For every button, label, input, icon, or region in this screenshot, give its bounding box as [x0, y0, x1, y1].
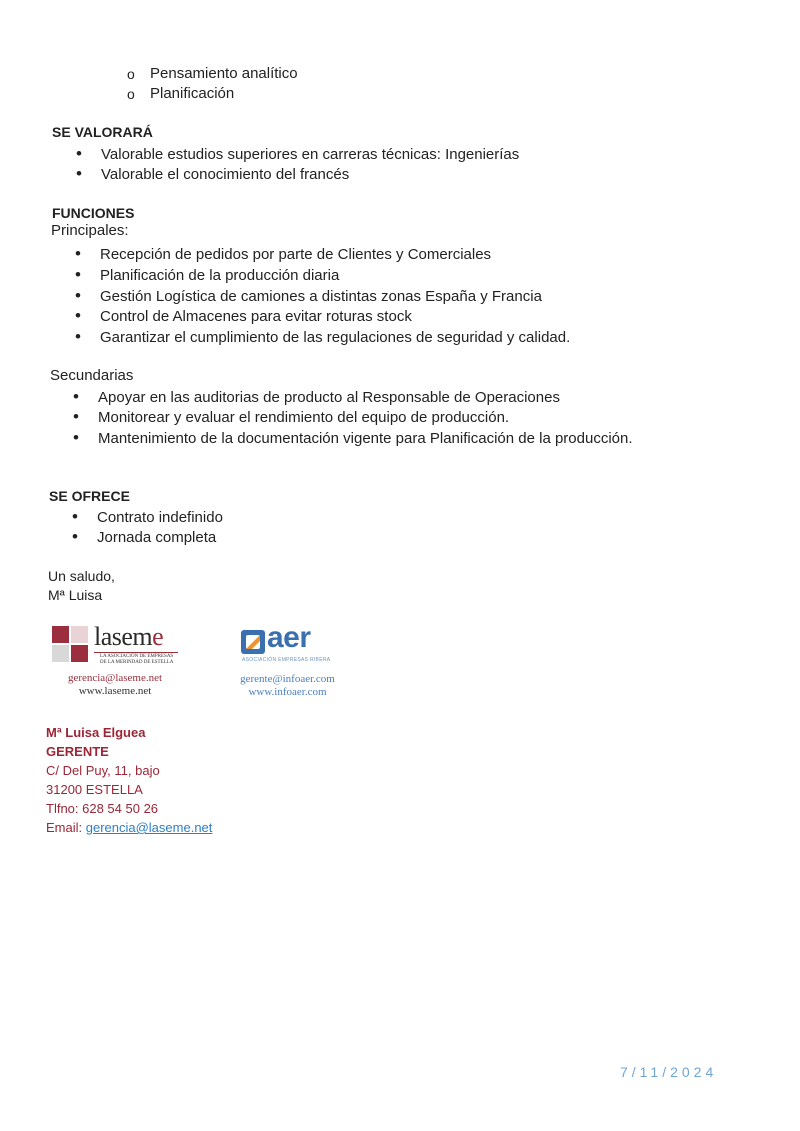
laseme-mark-icon — [52, 626, 88, 662]
aer-wordmark: aer — [267, 621, 311, 654]
aer-tagline: ASOCIACIÓN EMPRESAS RIBERA — [242, 657, 331, 663]
date-stamp: 7/11/2024 — [620, 1064, 718, 1080]
closing — [48, 567, 115, 605]
list-item: • Contrato indefinido — [97, 508, 223, 528]
greeting: Un saludo, — [48, 568, 115, 584]
aer-mark-icon — [241, 630, 265, 654]
closing-name: Mª Luisa — [48, 587, 103, 603]
list-item: • Garantizar el cumplimiento de las regulaciones de seguridad y calidad. — [100, 328, 570, 348]
laseme-tagline: LA ASOCIACIÓN DE EMPRESAS DE LA MERINDAD DE ESTELLA — [100, 654, 174, 665]
list-item: • Valorable el conocimiento del francés — [101, 165, 349, 185]
list-item: • Mantenimiento de la documentación vigente para Planificación de la producción. — [98, 429, 633, 449]
skill-item: o Pensamiento analítico — [150, 64, 298, 84]
section-heading-ofrece: SE OFRECE — [49, 488, 130, 504]
list-item: • Control de Almacenes para evitar roturas stock — [100, 307, 412, 327]
list-item: • Valorable estudios superiores en carreras técnicas: Ingenierías — [101, 145, 519, 165]
section-heading-funciones: FUNCIONES — [52, 205, 135, 221]
aer-email[interactable]: gerente@infoaer.com — [240, 673, 335, 685]
signature-address: C/ Del Puy, 11, bajo — [46, 763, 160, 778]
laseme-divider — [94, 652, 178, 653]
signature-email-label: Email: — [46, 820, 86, 835]
list-item: • Recepción de pedidos por parte de Clientes y Comerciales — [100, 245, 491, 265]
section-heading-valorara: SE VALORARÁ — [52, 124, 153, 140]
signature-name: Mª Luisa Elguea — [46, 725, 146, 740]
skill-item: o Planificación — [150, 84, 234, 104]
laseme-wordmark: laseme — [94, 622, 164, 651]
signature-role: GERENTE — [46, 744, 109, 759]
subheading-secundarias: Secundarias — [50, 367, 134, 384]
aer-logo — [240, 621, 350, 669]
aer-web[interactable]: www.infoaer.com — [248, 686, 327, 698]
signature-city: 31200 ESTELLA — [46, 782, 143, 797]
signature-phone: Tlfno: 628 54 50 26 — [46, 801, 159, 816]
signature-email-line — [46, 818, 212, 837]
signature-email-link[interactable]: gerencia@laseme.net — [85, 820, 213, 835]
list-item: • Apoyar en las auditorias de producto al Responsable de Operaciones — [98, 388, 560, 408]
laseme-email[interactable]: gerencia@laseme.net — [67, 672, 163, 684]
list-item: • Gestión Logística de camiones a distintas zonas España y Francia — [100, 287, 542, 307]
list-item: • Monitorear y evaluar el rendimiento del equipo de producción. — [98, 408, 509, 428]
subheading-principales: Principales: — [51, 222, 129, 239]
list-item: • Jornada completa — [97, 528, 216, 548]
laseme-web[interactable]: www.laseme.net — [78, 685, 152, 697]
list-item: • Planificación de la producción diaria — [100, 266, 339, 286]
signature-block — [46, 723, 212, 837]
